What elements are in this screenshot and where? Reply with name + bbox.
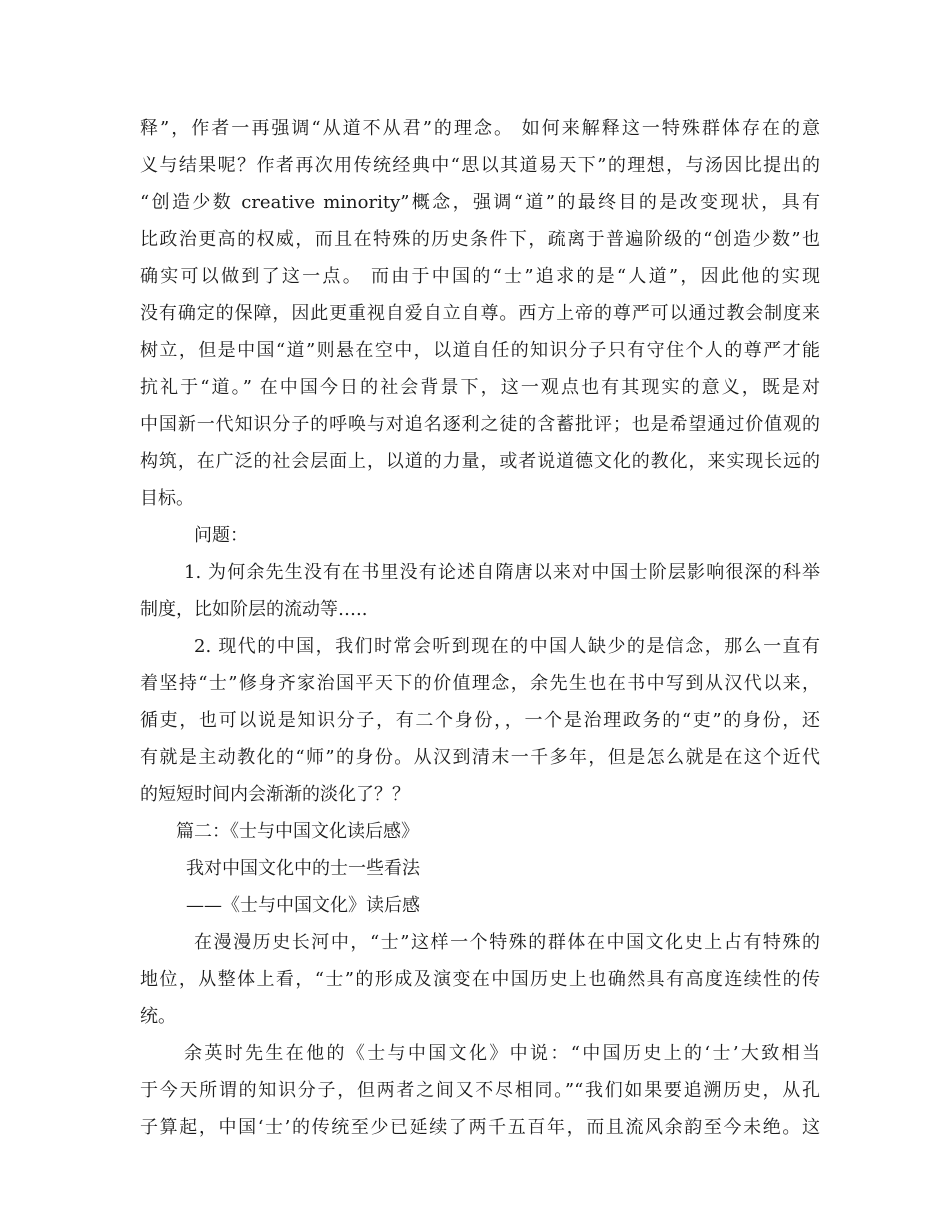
paragraph-1-line-6: 没有确定的保障，因此更重视自爱自立自尊。西方上帝的尊严可以通过教会制度来 — [140, 303, 820, 324]
paragraph-2-line-3: 统。 — [140, 1006, 176, 1027]
question-2-line-1: 2. 现代的中国，我们时常会听到现在的中国人缺少的是信念，那么一直有 — [194, 636, 820, 657]
essay-title: 我对中国文化中的士一些看法 — [186, 858, 420, 879]
paragraph-1-line-9: 中国新一代知识分子的呼唤与对追名逐利之徒的含蓄批评；也是希望通过价值观的 — [140, 414, 820, 435]
question-1-line-2: 制度，比如阶层的流动等….. — [140, 599, 368, 620]
paragraph-1-line-4: 比政治更高的权威，而且在特殊的历史条件下，疏离于普遍阶级的“创造少数”也 — [140, 229, 820, 250]
question-1-line-1: 1. 为何余先生没有在书里没有论述自隋唐以来对中国士阶层影响很深的科举 — [184, 562, 820, 583]
paragraph-1-line-8: 抗礼于“道。” 在中国今日的社会背景下，这一观点也有其现实的意义，既是对 — [140, 377, 820, 398]
paragraph-1-line-10: 构筑，在广泛的社会层面上，以道的力量，或者说道德文化的教化，来实现长远的 — [140, 451, 820, 472]
section-title: 篇二：《士与中国文化读后感》 — [176, 821, 419, 842]
essay-subtitle: ——《士与中国文化》读后感 — [186, 895, 420, 916]
paragraph-1-line-3: “创造少数 creative minority”概念，强调“道”的最终目的是改变现状，具有 — [140, 192, 820, 213]
question-2-line-5: 的短短时间内会渐渐的淡化了？？ — [140, 784, 410, 805]
paragraph-1-line-11: 目标。 — [140, 488, 194, 509]
questions-label: 问题： — [194, 525, 248, 546]
question-2-line-2: 着坚持“士”修身齐家治国平天下的价值理念，余先生也在书中写到从汉代以来， — [140, 673, 820, 694]
paragraph-1-line-7: 树立，但是中国“道”则悬在空中，以道自任的知识分子只有守住个人的尊严才能 — [140, 340, 820, 361]
question-2-line-3: 循吏，也可以说是知识分子，有二个身份，，一个是治理政务的“吏”的身份，还 — [140, 710, 820, 731]
paragraph-1-line-1: 释”，作者一再强调“从道不从君”的理念。 如何来解释这一特殊群体存在的意 — [140, 118, 820, 139]
paragraph-2-line-1: 在漫漫历史长河中，“士”这样一个特殊的群体在中国文化史上占有特殊的 — [194, 932, 820, 953]
paragraph-3-line-3: 子算起，中国‘士’的传统至少已延续了两千五百年，而且流风余韵至今未绝。这 — [140, 1117, 820, 1138]
question-2-line-4: 有就是主动教化的“师”的身份。从汉到清末一千多年，但是怎么就是在这个近代 — [140, 747, 820, 768]
paragraph-1-line-5: 确实可以做到了这一点。 而由于中国的“士”追求的是“人道”，因此他的实现 — [140, 266, 820, 287]
paragraph-2-line-2: 地位，从整体上看，“士”的形成及演变在中国历史上也确然具有高度连续性的传 — [140, 969, 820, 990]
paragraph-3-line-1: 余英时先生在他的《士与中国文化》中说：“中国历史上的‘士’大致相当 — [184, 1043, 820, 1064]
paragraph-1-line-2: 义与结果呢？作者再次用传统经典中“思以其道易天下”的理想，与汤因比提出的 — [140, 155, 820, 176]
paragraph-3-line-2: 于今天所谓的知识分子，但两者之间又不尽相同。”“我们如果要追溯历史，从孔 — [140, 1080, 820, 1101]
